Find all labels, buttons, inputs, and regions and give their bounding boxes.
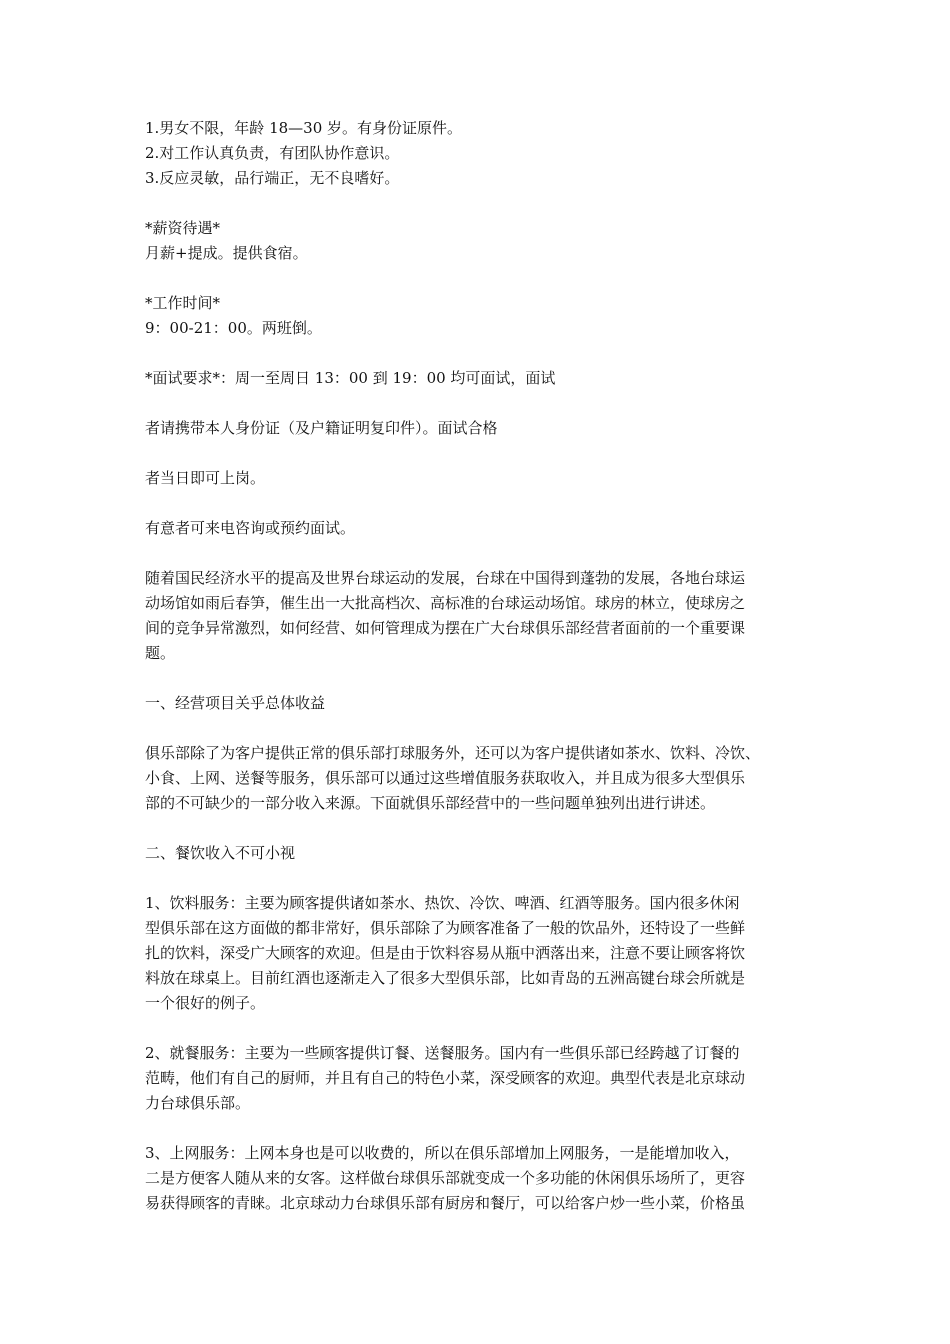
salary-section [145, 216, 810, 266]
section2-line: 二是方便客人随从来的女客。这样做台球俱乐部就变成一个多功能的休闲俱乐场所了，更容 [145, 1169, 746, 1187]
section2-item-drinks [145, 891, 810, 1016]
requirement-item: 1.男女不限，年龄 18—30 岁。有身份证原件。 [145, 119, 463, 137]
intro-paragraph [145, 566, 810, 666]
interview-line: 者当日即可上岗。 [145, 469, 266, 487]
salary-heading: *薪资待遇* [145, 219, 221, 237]
section2-line: 2、就餐服务：主要为一些顾客提供订餐、送餐服务。国内有一些俱乐部已经跨越了订餐的 [145, 1044, 740, 1062]
interview-line: 者请携带本人身份证（及户籍证明复印件）。面试合格 [145, 419, 498, 437]
section2-line: 范畴，他们有自己的厨师，并且有自己的特色小菜，深受顾客的欢迎。典型代表是北京球动 [145, 1069, 746, 1087]
requirement-item: 3.反应灵敏，品行端正，无不良嗜好。 [145, 169, 400, 187]
section2-line: 1、饮料服务：主要为顾客提供诸如茶水、热饮、冷饮、啤酒、红酒等服务。国内很多休闲 [145, 894, 740, 912]
section1-line: 部的不可缺少的一部分收入来源。下面就俱乐部经营中的一些问题单独列出进行讲述。 [145, 794, 716, 812]
section2-line: 型俱乐部在这方面做的都非常好，俱乐部除了为顾客准备了一般的饮品外，还特设了一些鲜 [145, 919, 746, 937]
salary-text: 月薪+提成。提供食宿。 [145, 244, 308, 262]
work-time-section [145, 291, 810, 341]
requirement-item: 2.对工作认真负责，有团队协作意识。 [145, 144, 400, 162]
document-page [145, 116, 810, 1216]
section1-paragraph [145, 741, 810, 816]
work-time-text: 9：00-21：00。两班倒。 [145, 319, 322, 337]
section2-heading: 二、餐饮收入不可小视 [145, 844, 296, 862]
section2-line: 力台球俱乐部。 [145, 1094, 251, 1112]
section2-line: 料放在球桌上。目前红酒也逐渐走入了很多大型俱乐部，比如青岛的五洲高键台球会所就是 [145, 969, 746, 987]
intro-line: 随着国民经济水平的提高及世界台球运动的发展，台球在中国得到蓬勃的发展，各地台球运 [145, 569, 746, 587]
section1-heading: 一、经营项目关乎总体收益 [145, 694, 326, 712]
section2-line: 扎的饮料，深受广大顾客的欢迎。但是由于饮料容易从瓶中洒落出来，注意不要让顾客将饮 [145, 944, 746, 962]
requirements-list [145, 116, 810, 191]
section1-line: 俱乐部除了为客户提供正常的俱乐部打球服务外，还可以为客户提供诸如茶水、饮料、冷饮、 [145, 744, 761, 762]
intro-line: 动场馆如雨后春笋，催生出一大批高档次、高标准的台球运动场馆。球房的林立，使球房之 [145, 594, 746, 612]
section1-line: 小食、上网、送餐等服务，俱乐部可以通过这些增值服务获取收入，并且成为很多大型俱乐 [145, 769, 746, 787]
work-time-heading: *工作时间* [145, 294, 221, 312]
section2-item-dining [145, 1041, 810, 1116]
section2-line: 易获得顾客的青睐。北京球动力台球俱乐部有厨房和餐厅，可以给客户炒一些小菜，价格虽 [145, 1194, 746, 1212]
section2-item-internet [145, 1141, 810, 1216]
section2-line: 3、上网服务：上网本身也是可以收费的，所以在俱乐部增加上网服务，一是能增加收入， [145, 1144, 740, 1162]
interview-line: *面试要求*：周一至周日 13：00 到 19：00 均可面试，面试 [145, 369, 556, 387]
section2-line: 一个很好的例子。 [145, 994, 266, 1012]
intro-line: 间的竞争异常激烈，如何经营、如何管理成为摆在广大台球俱乐部经营者面前的一个重要课 [145, 619, 746, 637]
interview-section [145, 366, 810, 491]
contact-text: 有意者可来电咨询或预约面试。 [145, 519, 356, 537]
intro-line: 题。 [145, 644, 176, 662]
